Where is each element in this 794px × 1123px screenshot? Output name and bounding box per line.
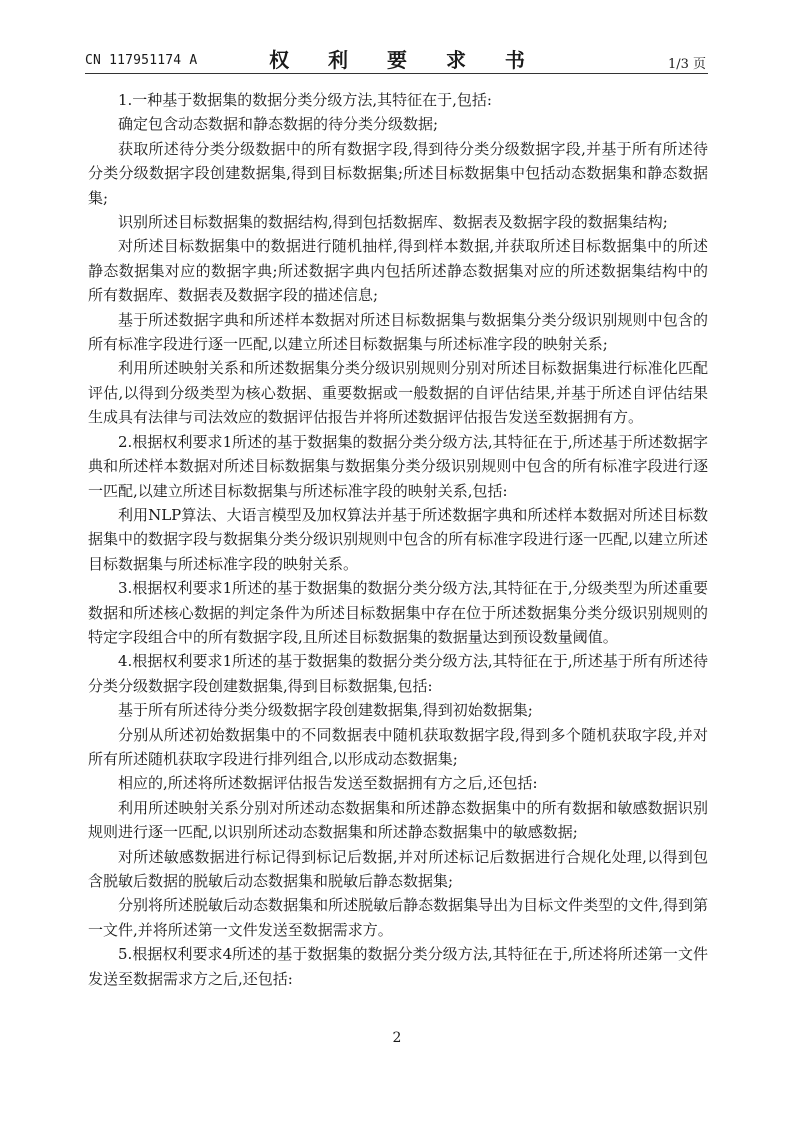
claim-paragraph: 基于所述数据字典和所述样本数据对所述目标数据集与数据集分类分级识别规则中包含的所有标准字段进行逐一匹配,以建立所述目标数据集与所述标准字段的映射关系; xyxy=(88,310,708,354)
publication-number: CN 117951174 A xyxy=(85,53,198,68)
claim-paragraph: 利用所述映射关系和所述数据集分类分级识别规则分别对所述目标数据集进行标准化匹配评估,以得到分级类型为核心数据、重要数据或一般数据的自评估结果,并基于所述自评估结果生成具有法律与司法效应的数据评估报告并将所述数据评估报告发送至数据拥有方。 xyxy=(88,359,708,427)
claim-paragraph: 2.根据权利要求1所述的基于数据集的数据分类分级方法,其特征在于,所述基于所述数据字典和所述样本数据对所述目标数据集与数据集分类分级识别规则中包含的所有标准字段进行逐一匹配,以建立所述目标数据集与所述标准字段的映射关系,包括: xyxy=(88,432,708,500)
claim-paragraph: 利用所述映射关系分别对所述动态数据集和所述静态数据集中的所有数据和敏感数据识别规则进行逐一匹配,以识别所述动态数据集和所述静态数据集中的敏感数据; xyxy=(88,798,708,842)
claim-paragraph: 识别所述目标数据集的数据结构,得到包括数据库、数据表及数据字段的数据集结构; xyxy=(118,213,668,232)
claim-paragraph: 基于所有所述待分类分级数据字段创建数据集,得到初始数据集; xyxy=(118,701,533,720)
claims-body xyxy=(88,88,708,991)
claim-paragraph: 5.根据权利要求4所述的基于数据集的数据分类分级方法,其特征在于,所述将所述第一文件发送至数据需求方之后,还包括: xyxy=(88,945,708,988)
claim-paragraph: 对所述敏感数据进行标记得到标记后数据,并对所述标记后数据进行合规化处理,以得到包含脱敏后数据的脱敏后动态数据集和脱敏后静态数据集; xyxy=(88,847,708,890)
claim-paragraph: 对所述目标数据集中的数据进行随机抽样,得到样本数据,并获取所述目标数据集中的所述静态数据集对应的数据字典;所述数据字典内包括所述静态数据集对应的所述数据集结构中的所有数据库、数据表及数据字段的描述信息; xyxy=(88,237,708,305)
claim-paragraph: 3.根据权利要求1所述的基于数据集的数据分类分级方法,其特征在于,分级类型为所述重要数据和所述核心数据的判定条件为所述目标数据集中存在位于所述数据集分类分级识别规则的特定字段组合中的所有数据字段,且所述目标数据集的数据量达到预设数量阈值。 xyxy=(88,579,708,646)
claim-paragraph: 4.根据权利要求1所述的基于数据集的数据分类分级方法,其特征在于,所述基于所有所述待分类分级数据字段创建数据集,得到目标数据集,包括: xyxy=(88,652,708,695)
document-title: 权 利 要 求 书 xyxy=(269,48,541,72)
page-number: 2 xyxy=(392,1030,402,1046)
claim-paragraph: 分别从所述初始数据集中的不同数据表中随机获取数据字段,得到多个随机获取字段,并对所有所述随机获取字段进行排列组合,以形成动态数据集; xyxy=(88,725,708,768)
claim-paragraph: 确定包含动态数据和静态数据的待分类分级数据; xyxy=(118,115,439,134)
page-header xyxy=(0,0,794,80)
claim-paragraph: 利用NLP算法、大语言模型及加权算法并基于所述数据字典和所述样本数据对所述目标数据集中的数据字段与数据集分类分级识别规则中包含的所有标准字段进行逐一匹配,以建立所述目标数据集与所述标准字段的映射关系。 xyxy=(88,505,708,573)
page-count: 1/3 页 xyxy=(667,57,706,72)
claim-paragraph: 分别将所述脱敏后动态数据集和所述脱敏后静态数据集导出为目标文件类型的文件,得到第一文件,并将所述第一文件发送至数据需求方。 xyxy=(88,896,708,939)
claim-paragraph: 相应的,所述将所述数据评估报告发送至数据拥有方之后,还包括: xyxy=(118,774,538,793)
claim-paragraph: 1.一种基于数据集的数据分类分级方法,其特征在于,包括: xyxy=(118,91,492,109)
header-rule xyxy=(85,73,708,74)
claim-paragraph: 获取所述待分类分级数据中的所有数据字段,得到待分类分级数据字段,并基于所有所述待分类分级数据字段创建数据集,得到目标数据集;所述目标数据集中包括动态数据集和静态数据集; xyxy=(88,139,708,207)
